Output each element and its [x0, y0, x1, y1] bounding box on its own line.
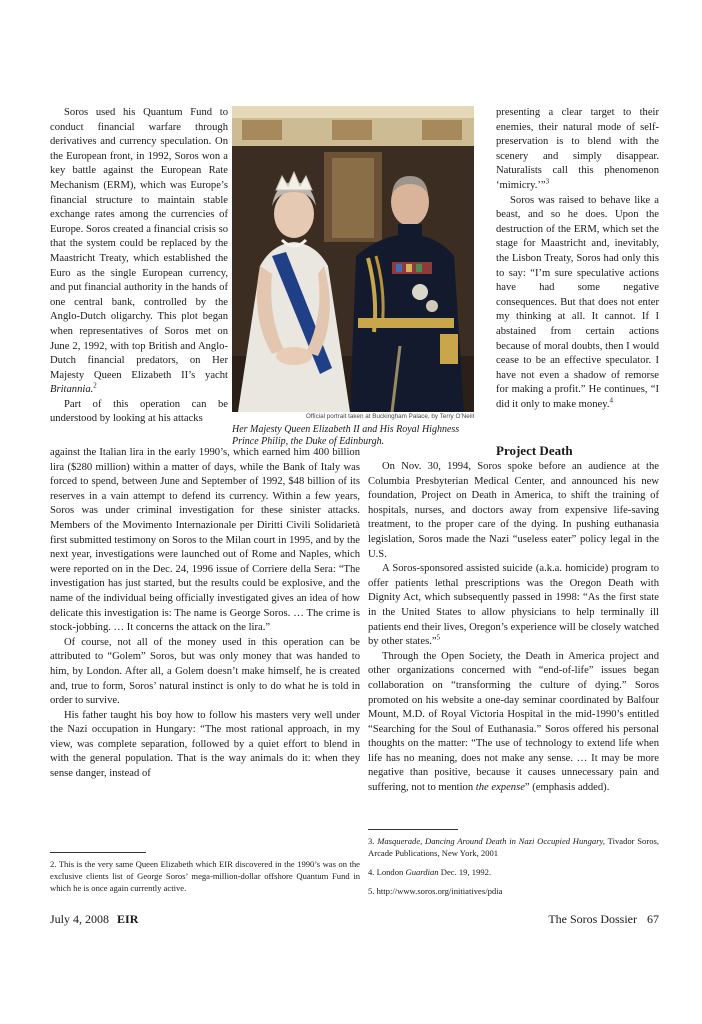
paragraph-italian-attack-start: Part of this operation can be understood by looking at his attacks	[50, 398, 228, 425]
section-name: The Soros Dossier	[548, 912, 637, 926]
paragraph-father: His father taught his boy how to follow his masters very well under the Nazi occupation in Hungary: “The most rational approach, in my view, was complete separation, followed by a quiet effort to blend in with the general population. That is the way animals do it: when they sense danger, instead of	[50, 709, 360, 780]
footnote-2: 2. This is the very same Queen Elizabeth which EIR discovered in the 1990’s was on the exclusive clients list of George Soros’ mega-million-dollar offshore Quantum Fund in which he is once again currently active.	[50, 859, 360, 893]
left-column-bottom	[50, 446, 360, 782]
page-number: 67	[647, 912, 659, 926]
footnote-ref-2[interactable]: 2	[93, 381, 97, 390]
paragraph-beast: Soros was raised to behave like a beast, and so he does. Upon the destruction of the ERM, which set the stage for Maastricht and, inevitably, the Lisbon Treaty, Soros had only this to say: “I’m sure speculative actions have had some negative consequences. But that does not enter my thinking at all. It cannot. If I abstained from certain actions because of moral doubts, then I would cease to be an effective speculator. I have not even a shadow of remorse for making a profit.” He continues, “I did it only to make money.$^4$	[496, 194, 659, 410]
footnote-divider-left	[50, 852, 146, 853]
paragraph-oregon: A Soros-sponsored assisted suicide (a.k.a. homicide) program to offer patients lethal prescriptions was the Oregon Death with Dignity Act, which subsequently passed in 1998: “As the first state in the United States to allow physicians to help terminally ill patients end their lives, Oregon’s experience will be closely watched by other states.”$^5$	[368, 563, 659, 648]
footnote-ref-5[interactable]: 5	[436, 633, 441, 642]
left-column-top	[50, 106, 228, 427]
star-medal	[412, 284, 428, 300]
section-heading-project-death: Project Death	[496, 443, 573, 458]
paragraph-golem: Of course, not all of the money used in this operation can be attributed to “Golem” Soros, but was only money that was handed to him, by London. After all, a Golem doesn’t make himself, he is created and, true to form, Soros’ natural instinct is only to do what he is told in order to survive.	[50, 636, 360, 707]
royal-portrait-photo	[232, 106, 474, 412]
photo-credit: Official portrait taken at Buckingham Palace, by Terry O’Neill	[305, 413, 474, 420]
right-column-top	[496, 106, 659, 412]
publication-name: EIR	[117, 912, 139, 926]
gold-belt	[358, 318, 454, 328]
footnote-divider-right	[368, 829, 458, 830]
portrait-illustration	[232, 106, 474, 412]
paragraph-mimicry: presenting a clear target to their enemies, their natural mode of self-preservation is to blend with the scenery and simply disappear. Naturalists call this phenomenon ‘mimicry.’”$^3$	[496, 107, 659, 191]
issue-date: July 4, 2008	[50, 912, 110, 926]
footnotes-right	[368, 835, 659, 904]
page-footer-right	[500, 912, 659, 927]
queen-face	[274, 190, 314, 238]
paragraph-erm: Soros used his Quantum Fund to conduct financial warfare through derivatives and currency speculation. On the European front, in 1992, Soros won a key battle against the European Rate Mechanism (ERM), which was Europe’s financial structure to maintain stable exchange rates among the currencies of Europe. Soros created a financial crisis so that the system could be replaced by the Maastricht Treaty, which established the Euro as the single European currency, and put financial authority in the hands of one central bank, controlled by the Anglo-Dutch oligarchy. This plot began when representatives of Soros met on June 2, 1992, with top British and Anglo-Dutch financial predators, on Her Majesty Queen Elizabeth II’s yacht Britannia.$^2$	[50, 107, 228, 396]
paragraph-italian-lira: against the Italian lira in the early 1990’s, which earned him 400 billion lira ($280 million) within a matter of days, while the Bank of Italy was forced to spend, between June and September of 1992, $48 billion of its reserves in a vain attempt to defend its currency. Within a few years, Soros was under criminal investigation for these sinister attacks. Members of the Movimento Internazionale per Diritti Civili Solidarietà first submitted testimony on Soros to the Milan court in 1995, and by the next year, investigations were launched out of Rome and Naples, which were reported on in the Dec. 24, 1996 issue of Corriere della Sera: “The investigation has just started, but the results could be explosive, and the name of the individual being officially investigated gives an idea of how delicate this investigation is: The name is George Soros. … The crime is stock-jobbing. … It concerns the attack on the lira.”	[50, 447, 360, 634]
footnote-ref-4[interactable]: 4	[609, 396, 613, 405]
paragraph-project-death: On Nov. 30, 1994, Soros spoke before an audience at the Columbia Presbyterian Medical Center, and announced his new foundation, Project on Death in America, to shift the training of hospitals, nurses, and doctors away from expensive life-saving treatment, to the proper care of the dying. In pushing euthanasia legislation, Soros made the Nazi “useless eater” policy legal in the U.S.	[368, 461, 659, 560]
paragraph-open-society: Through the Open Society, the Death in America project and other organizations concerned with “end-of-life” issues began collaboration on “transforming the culture of dying.” Soros promoted on his website a one-day seminar coordinated by Balfour Mount, M.D. of Royal Victoria Hospital in the mid-1990’s entitled “Searching for the Soul of Euthanasia.” Soros offered his personal thoughts on the matter: “The use of technology to extend life when life has no meaning, does not make any sense. … It may be more negative than positive, because it causes unnecessary pain and suffering, not to mention the expense” (emphasis added).	[368, 650, 659, 794]
footnote-3: 3. Masquerade, Dancing Around Death in Nazi Occupied Hungary, Tivador Soros, Arcade Publications, New York, 2001	[368, 836, 659, 858]
footnote-5[interactable]: 5. http://www.soros.org/initiatives/pdia	[368, 886, 503, 896]
footnote-ref-3[interactable]: 3	[545, 177, 550, 186]
page-footer-left	[50, 912, 138, 927]
photo-caption: Her Majesty Queen Elizabeth II and His Royal Highness Prince Philip, the Duke of Edinburgh.	[232, 424, 460, 447]
right-column-bottom	[368, 460, 659, 796]
footnote-4: 4. London Guardian Dec. 19, 1992.	[368, 867, 492, 877]
